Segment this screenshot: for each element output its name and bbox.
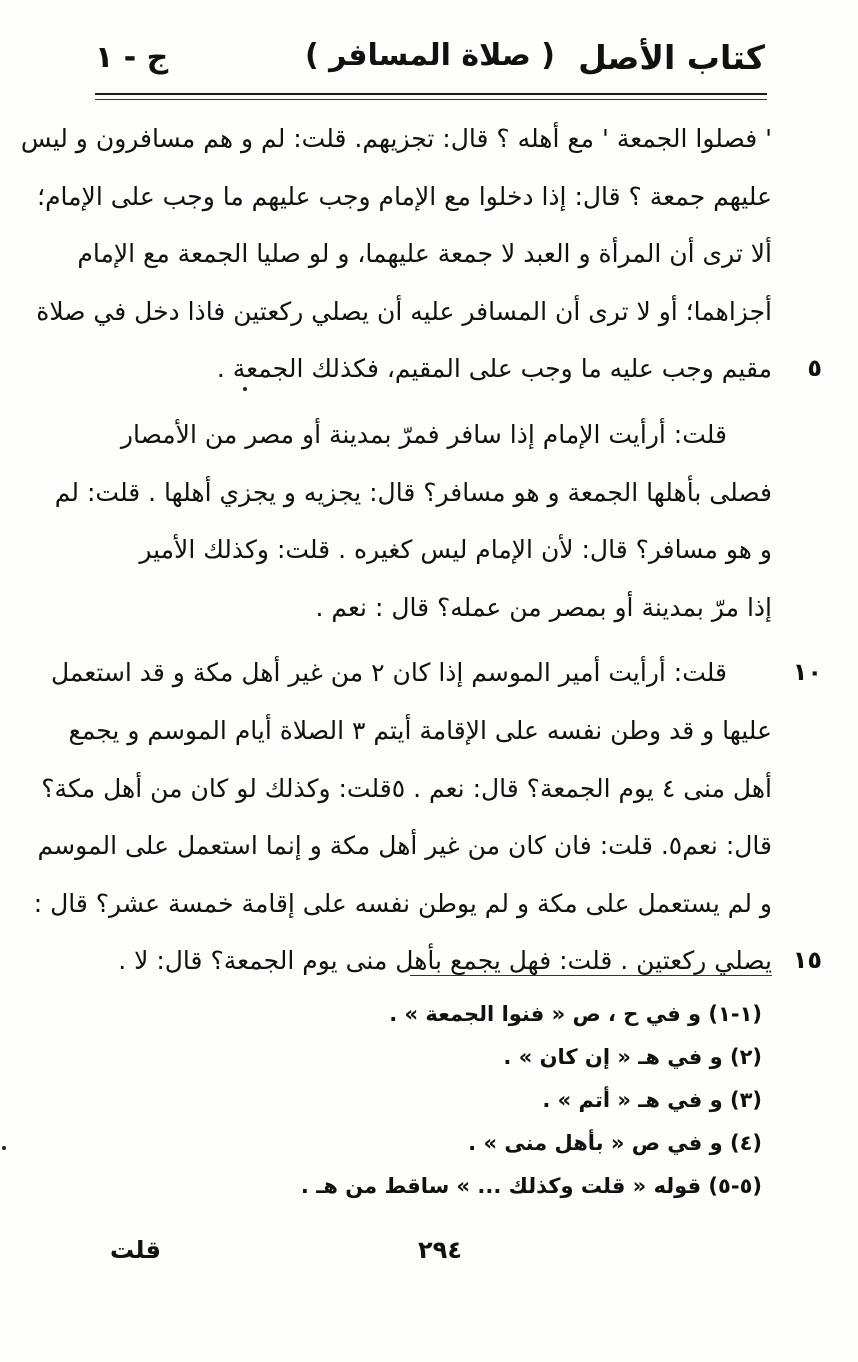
- volume-label: ج - ١: [95, 40, 169, 75]
- print-speck: [243, 387, 247, 391]
- text-line: [50, 644, 822, 702]
- text-line: ألا ترى أن المرأة و العبد لا جمعة عليهما، و لو صليا الجمعة مع الإمام: [77, 239, 772, 269]
- text-line: أجزاهما؛ أو لا ترى أن المسافر عليه أن يصلي ركعتين فاذا دخل في صلاة: [36, 296, 772, 326]
- footnote: (٢) و في هـ « إن كان » .: [503, 1045, 762, 1069]
- footnote-separator: [410, 975, 772, 976]
- text-line-content: مقيم وجب عليه ما وجب على المقيم، فكذلك الجمعة .: [216, 354, 772, 384]
- footnote: (٤) و في ص « بأهل منى » .: [468, 1131, 762, 1155]
- header-rule-thin: [95, 99, 767, 100]
- text-line: قلت: أرأيت الإمام إذا سافر فمرّ بمدينة أو مصر من الأمصار: [120, 419, 727, 449]
- text-line-content: يصلي ركعتين . قلت: فهل يجمع بأهل منى يوم الجمعة؟ قال: لا .: [118, 946, 772, 976]
- text-line: و هو مسافر؟ قال: لأن الإمام ليس كغيره . قلت: وكذلك الأمير: [139, 535, 772, 565]
- text-line-content: قلت: أرأيت أمير الموسم إذا كان ٢ من غير أهل مكة و قد استعمل: [50, 658, 727, 688]
- book-title: كتاب الأصل: [578, 38, 765, 77]
- text-line: فصلى بأهلها الجمعة و هو مسافر؟ قال: يجزيه و يجزي أهلها . قلت: لم: [54, 477, 772, 507]
- paragraph-2: [92, 406, 772, 464]
- print-speck: [2, 1146, 6, 1150]
- line-number-5: ٥: [807, 354, 822, 383]
- line-number-10: ١٠: [792, 658, 822, 687]
- text-line: و لم يستعمل على مكة و لم يوطن نفسه على إقامة خمسة عشر؟ قال :: [33, 888, 772, 918]
- text-line: عليها و قد وطن نفسه على الإقامة أيتم ٣ الصلاة أيام الموسم و يجمع: [68, 715, 772, 745]
- line-number-15: ١٥: [792, 946, 822, 975]
- paragraph-1: [20, 110, 822, 398]
- footnote: (٣) و في هـ « أتم » .: [542, 1088, 762, 1112]
- chapter-title: ( صلاة المسافر ): [305, 38, 555, 73]
- text-line: [92, 340, 822, 398]
- text-line: قال: نعم٥. قلت: فان كان من غير أهل مكة و إنما استعمل على الموسم: [37, 831, 772, 861]
- paragraph-3: [33, 644, 822, 990]
- footnote: (١-١) و في ح ، ص « فنوا الجمعة » .: [389, 1002, 762, 1026]
- page-number: ٢٩٤: [418, 1236, 462, 1264]
- text-line: عليهم جمعة ؟ قال: إذا دخلوا مع الإمام وجب عليهم ما وجب على الإمام؛: [37, 181, 772, 211]
- footnotes: [300, 993, 762, 1208]
- header-rule-thick: [95, 93, 767, 95]
- text-line: ' فصلوا الجمعة ' مع أهله ؟ قال: تجزيهم. قلت: لم و هم مسافرون و ليس: [20, 124, 772, 153]
- paragraph-2-cont: [54, 464, 772, 637]
- running-header: [95, 38, 765, 88]
- text-line: إذا مرّ بمدينة أو بمصر من عمله؟ قال : نعم .: [315, 592, 772, 622]
- footnote: (٥-٥) قوله « قلت وكذلك ... » ساقط من هـ .: [300, 1174, 762, 1198]
- catchword: قلت: [110, 1236, 161, 1264]
- page-footer: [110, 1236, 770, 1276]
- main-text: [20, 110, 822, 990]
- text-line: أهل منى ٤ يوم الجمعة؟ قال: نعم . ٥قلت: وكذلك لو كان من أهل مكة؟: [41, 773, 772, 803]
- text-line: [92, 932, 822, 990]
